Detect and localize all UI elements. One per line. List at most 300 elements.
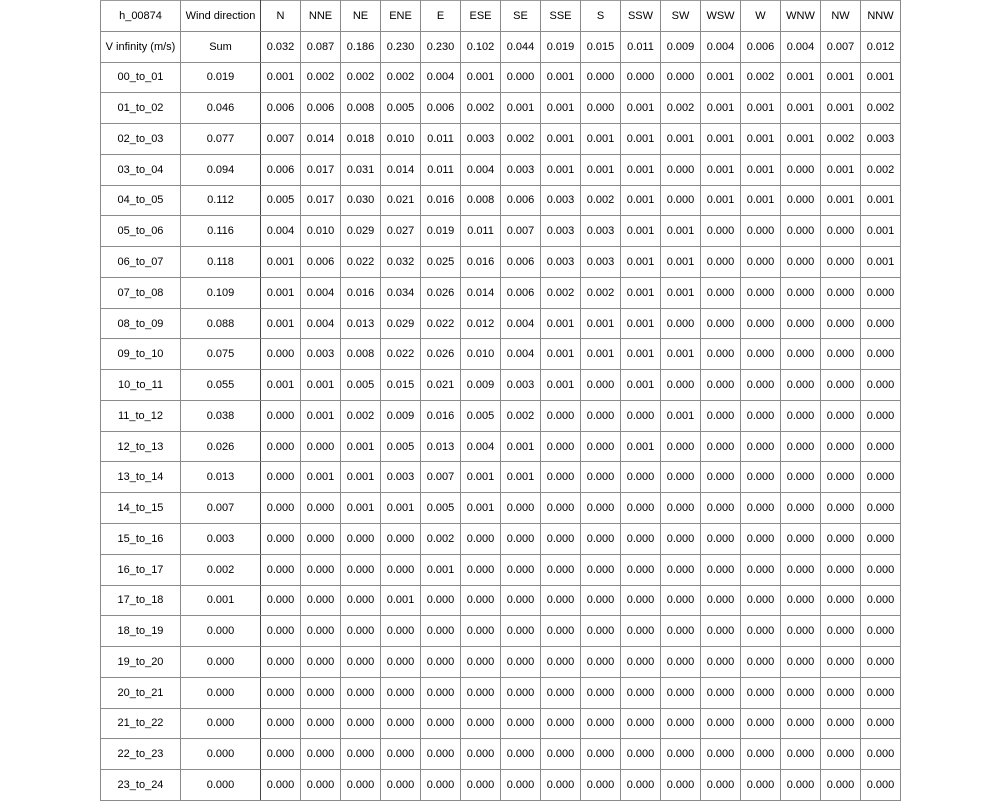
speed-bin-sum: 0.007	[181, 493, 261, 524]
frequency-cell: 0.002	[541, 277, 581, 308]
direction-sum-cell: 0.044	[501, 31, 541, 62]
frequency-cell: 0.001	[661, 339, 701, 370]
frequency-cell: 0.000	[261, 770, 301, 801]
frequency-cell: 0.006	[261, 93, 301, 124]
frequency-cell: 0.003	[861, 124, 901, 155]
frequency-cell: 0.000	[381, 647, 421, 678]
frequency-cell: 0.000	[381, 739, 421, 770]
table-row	[101, 616, 901, 647]
frequency-cell: 0.000	[541, 647, 581, 678]
frequency-cell: 0.000	[701, 554, 741, 585]
frequency-cell: 0.000	[861, 431, 901, 462]
speed-bin-label: 00_to_01	[101, 62, 181, 93]
frequency-cell: 0.000	[701, 216, 741, 247]
frequency-cell: 0.000	[381, 677, 421, 708]
speed-bin-sum: 0.000	[181, 739, 261, 770]
frequency-cell: 0.000	[581, 585, 621, 616]
frequency-cell: 0.001	[621, 370, 661, 401]
frequency-cell: 0.000	[701, 462, 741, 493]
frequency-cell: 0.000	[741, 308, 781, 339]
direction-sum-cell: 0.102	[461, 31, 501, 62]
direction-header: N	[261, 1, 301, 32]
frequency-cell: 0.000	[661, 616, 701, 647]
frequency-cell: 0.001	[421, 554, 461, 585]
frequency-cell: 0.001	[701, 93, 741, 124]
frequency-cell: 0.002	[301, 62, 341, 93]
frequency-cell: 0.002	[501, 400, 541, 431]
direction-sum-cell: 0.004	[701, 31, 741, 62]
speed-bin-label: 11_to_12	[101, 400, 181, 431]
frequency-cell: 0.000	[701, 739, 741, 770]
frequency-cell: 0.000	[701, 339, 741, 370]
speed-bin-sum: 0.055	[181, 370, 261, 401]
sum-label: Sum	[181, 31, 261, 62]
direction-header: ENE	[381, 1, 421, 32]
direction-sum-cell: 0.007	[821, 31, 861, 62]
frequency-cell: 0.000	[861, 339, 901, 370]
speed-bin-sum: 0.019	[181, 62, 261, 93]
frequency-cell: 0.002	[341, 400, 381, 431]
frequency-cell: 0.000	[501, 554, 541, 585]
frequency-cell: 0.010	[461, 339, 501, 370]
frequency-cell: 0.001	[741, 185, 781, 216]
frequency-cell: 0.001	[621, 216, 661, 247]
speed-bin-label: 10_to_11	[101, 370, 181, 401]
speed-bin-sum: 0.094	[181, 154, 261, 185]
frequency-cell: 0.001	[781, 62, 821, 93]
speed-bin-label: 23_to_24	[101, 770, 181, 801]
corner-label: h_00874	[101, 1, 181, 32]
frequency-cell: 0.000	[541, 400, 581, 431]
frequency-cell: 0.000	[341, 554, 381, 585]
frequency-cell: 0.000	[581, 93, 621, 124]
frequency-cell: 0.000	[741, 647, 781, 678]
frequency-cell: 0.000	[701, 585, 741, 616]
frequency-cell: 0.026	[421, 277, 461, 308]
frequency-cell: 0.000	[261, 616, 301, 647]
frequency-cell: 0.000	[781, 154, 821, 185]
speed-bin-sum: 0.088	[181, 308, 261, 339]
table-row	[101, 493, 901, 524]
table-body	[101, 1, 901, 801]
frequency-cell: 0.013	[341, 308, 381, 339]
frequency-cell: 0.025	[421, 247, 461, 278]
frequency-cell: 0.000	[781, 431, 821, 462]
frequency-cell: 0.009	[461, 370, 501, 401]
frequency-cell: 0.011	[461, 216, 501, 247]
frequency-cell: 0.001	[381, 493, 421, 524]
frequency-cell: 0.009	[381, 400, 421, 431]
frequency-cell: 0.000	[861, 493, 901, 524]
frequency-cell: 0.000	[301, 524, 341, 555]
frequency-cell: 0.000	[261, 708, 301, 739]
direction-header: SW	[661, 1, 701, 32]
frequency-cell: 0.000	[581, 616, 621, 647]
frequency-cell: 0.000	[741, 339, 781, 370]
frequency-cell: 0.000	[821, 277, 861, 308]
frequency-cell: 0.002	[501, 124, 541, 155]
frequency-cell: 0.001	[301, 462, 341, 493]
direction-sum-cell: 0.004	[781, 31, 821, 62]
frequency-cell: 0.000	[701, 647, 741, 678]
frequency-cell: 0.000	[621, 677, 661, 708]
frequency-cell: 0.000	[741, 739, 781, 770]
frequency-cell: 0.001	[661, 124, 701, 155]
frequency-cell: 0.000	[541, 431, 581, 462]
direction-header: WSW	[701, 1, 741, 32]
header-row	[101, 1, 901, 32]
frequency-cell: 0.000	[421, 616, 461, 647]
direction-header: NE	[341, 1, 381, 32]
frequency-cell: 0.000	[821, 554, 861, 585]
frequency-cell: 0.011	[421, 154, 461, 185]
frequency-cell: 0.000	[581, 400, 621, 431]
direction-sum-cell: 0.230	[421, 31, 461, 62]
frequency-cell: 0.000	[741, 554, 781, 585]
frequency-cell: 0.000	[301, 708, 341, 739]
frequency-cell: 0.000	[501, 708, 541, 739]
direction-header: SE	[501, 1, 541, 32]
frequency-cell: 0.000	[421, 739, 461, 770]
frequency-cell: 0.000	[781, 493, 821, 524]
frequency-cell: 0.000	[581, 770, 621, 801]
speed-bin-sum: 0.026	[181, 431, 261, 462]
speed-bin-label: 17_to_18	[101, 585, 181, 616]
frequency-cell: 0.000	[861, 554, 901, 585]
table-row	[101, 677, 901, 708]
frequency-cell: 0.000	[341, 708, 381, 739]
sum-row-label: V infinity (m/s)	[101, 31, 181, 62]
frequency-cell: 0.016	[461, 247, 501, 278]
speed-bin-sum: 0.000	[181, 616, 261, 647]
frequency-cell: 0.000	[301, 431, 341, 462]
frequency-cell: 0.004	[501, 339, 541, 370]
frequency-cell: 0.000	[781, 554, 821, 585]
frequency-cell: 0.000	[621, 739, 661, 770]
frequency-cell: 0.000	[781, 247, 821, 278]
speed-bin-label: 06_to_07	[101, 247, 181, 278]
frequency-cell: 0.000	[661, 62, 701, 93]
frequency-cell: 0.000	[541, 739, 581, 770]
frequency-cell: 0.000	[581, 739, 621, 770]
frequency-cell: 0.000	[461, 770, 501, 801]
frequency-cell: 0.001	[861, 216, 901, 247]
frequency-cell: 0.000	[421, 585, 461, 616]
frequency-cell: 0.017	[301, 185, 341, 216]
frequency-cell: 0.002	[821, 124, 861, 155]
frequency-cell: 0.000	[581, 62, 621, 93]
direction-sum-cell: 0.087	[301, 31, 341, 62]
frequency-cell: 0.014	[301, 124, 341, 155]
frequency-cell: 0.000	[661, 770, 701, 801]
frequency-cell: 0.002	[661, 93, 701, 124]
frequency-cell: 0.003	[581, 247, 621, 278]
frequency-cell: 0.002	[341, 62, 381, 93]
frequency-cell: 0.000	[301, 677, 341, 708]
wind-frequency-sheet	[100, 0, 900, 800]
table-row	[101, 585, 901, 616]
frequency-cell: 0.000	[621, 462, 661, 493]
frequency-cell: 0.000	[381, 616, 421, 647]
frequency-cell: 0.000	[781, 370, 821, 401]
frequency-cell: 0.000	[781, 216, 821, 247]
frequency-cell: 0.000	[861, 370, 901, 401]
frequency-cell: 0.000	[661, 647, 701, 678]
frequency-cell: 0.001	[461, 493, 501, 524]
frequency-cell: 0.000	[661, 370, 701, 401]
frequency-cell: 0.000	[661, 154, 701, 185]
table-row	[101, 185, 901, 216]
frequency-cell: 0.000	[821, 708, 861, 739]
table-row	[101, 554, 901, 585]
frequency-cell: 0.001	[541, 370, 581, 401]
frequency-cell: 0.000	[701, 524, 741, 555]
frequency-cell: 0.008	[341, 93, 381, 124]
speed-bin-sum: 0.013	[181, 462, 261, 493]
frequency-cell: 0.000	[341, 585, 381, 616]
speed-bin-sum: 0.116	[181, 216, 261, 247]
frequency-cell: 0.000	[821, 524, 861, 555]
frequency-cell: 0.001	[341, 431, 381, 462]
direction-header: NW	[821, 1, 861, 32]
frequency-cell: 0.002	[461, 93, 501, 124]
frequency-cell: 0.006	[421, 93, 461, 124]
frequency-cell: 0.000	[501, 585, 541, 616]
direction-sum-cell: 0.032	[261, 31, 301, 62]
frequency-cell: 0.001	[581, 308, 621, 339]
frequency-cell: 0.000	[741, 277, 781, 308]
frequency-cell: 0.000	[541, 554, 581, 585]
frequency-cell: 0.000	[741, 216, 781, 247]
table-row	[101, 524, 901, 555]
speed-bin-label: 16_to_17	[101, 554, 181, 585]
frequency-cell: 0.000	[541, 493, 581, 524]
frequency-cell: 0.005	[261, 185, 301, 216]
frequency-cell: 0.000	[781, 616, 821, 647]
frequency-cell: 0.000	[581, 708, 621, 739]
frequency-cell: 0.000	[821, 585, 861, 616]
frequency-cell: 0.006	[501, 247, 541, 278]
frequency-cell: 0.001	[741, 154, 781, 185]
frequency-cell: 0.022	[421, 308, 461, 339]
frequency-cell: 0.000	[701, 770, 741, 801]
frequency-cell: 0.000	[501, 677, 541, 708]
frequency-cell: 0.034	[381, 277, 421, 308]
frequency-cell: 0.001	[541, 93, 581, 124]
frequency-cell: 0.001	[581, 339, 621, 370]
frequency-cell: 0.002	[861, 154, 901, 185]
frequency-cell: 0.000	[781, 400, 821, 431]
frequency-cell: 0.001	[341, 493, 381, 524]
frequency-cell: 0.000	[581, 493, 621, 524]
frequency-cell: 0.000	[621, 524, 661, 555]
speed-bin-sum: 0.003	[181, 524, 261, 555]
frequency-cell: 0.006	[301, 93, 341, 124]
frequency-cell: 0.000	[621, 616, 661, 647]
speed-bin-sum: 0.046	[181, 93, 261, 124]
speed-bin-sum: 0.038	[181, 400, 261, 431]
frequency-cell: 0.008	[461, 185, 501, 216]
frequency-cell: 0.000	[781, 308, 821, 339]
frequency-cell: 0.001	[261, 62, 301, 93]
frequency-cell: 0.001	[701, 185, 741, 216]
frequency-cell: 0.000	[341, 739, 381, 770]
frequency-cell: 0.000	[621, 554, 661, 585]
frequency-cell: 0.003	[501, 370, 541, 401]
speed-bin-sum: 0.000	[181, 770, 261, 801]
frequency-cell: 0.000	[581, 462, 621, 493]
frequency-cell: 0.001	[661, 277, 701, 308]
frequency-cell: 0.000	[381, 554, 421, 585]
frequency-cell: 0.000	[621, 708, 661, 739]
frequency-cell: 0.000	[261, 339, 301, 370]
frequency-cell: 0.000	[421, 647, 461, 678]
frequency-cell: 0.001	[461, 62, 501, 93]
speed-bin-sum: 0.000	[181, 647, 261, 678]
frequency-cell: 0.001	[621, 431, 661, 462]
frequency-cell: 0.000	[821, 339, 861, 370]
speed-bin-sum: 0.000	[181, 677, 261, 708]
frequency-cell: 0.000	[541, 616, 581, 647]
frequency-cell: 0.000	[701, 616, 741, 647]
frequency-cell: 0.001	[261, 308, 301, 339]
frequency-cell: 0.000	[821, 677, 861, 708]
frequency-cell: 0.001	[301, 370, 341, 401]
frequency-cell: 0.000	[341, 616, 381, 647]
frequency-cell: 0.000	[261, 647, 301, 678]
frequency-cell: 0.001	[501, 93, 541, 124]
speed-bin-label: 01_to_02	[101, 93, 181, 124]
speed-bin-sum: 0.077	[181, 124, 261, 155]
frequency-cell: 0.000	[701, 493, 741, 524]
wind-direction-label: Wind direction	[181, 1, 261, 32]
frequency-cell: 0.001	[541, 124, 581, 155]
frequency-cell: 0.002	[581, 185, 621, 216]
frequency-cell: 0.001	[741, 124, 781, 155]
frequency-cell: 0.000	[861, 524, 901, 555]
frequency-cell: 0.014	[461, 277, 501, 308]
frequency-cell: 0.000	[621, 493, 661, 524]
frequency-cell: 0.000	[261, 493, 301, 524]
frequency-cell: 0.010	[381, 124, 421, 155]
frequency-cell: 0.000	[581, 647, 621, 678]
speed-bin-label: 13_to_14	[101, 462, 181, 493]
frequency-cell: 0.000	[541, 585, 581, 616]
frequency-cell: 0.032	[381, 247, 421, 278]
frequency-cell: 0.000	[861, 708, 901, 739]
frequency-cell: 0.003	[301, 339, 341, 370]
table-row	[101, 708, 901, 739]
frequency-cell: 0.001	[501, 431, 541, 462]
frequency-cell: 0.000	[861, 308, 901, 339]
direction-sum-cell: 0.186	[341, 31, 381, 62]
frequency-cell: 0.000	[781, 339, 821, 370]
frequency-cell: 0.011	[421, 124, 461, 155]
frequency-cell: 0.029	[381, 308, 421, 339]
frequency-cell: 0.001	[821, 93, 861, 124]
speed-bin-sum: 0.000	[181, 708, 261, 739]
frequency-cell: 0.010	[301, 216, 341, 247]
frequency-cell: 0.008	[341, 339, 381, 370]
frequency-cell: 0.001	[621, 185, 661, 216]
frequency-cell: 0.004	[421, 62, 461, 93]
frequency-cell: 0.000	[781, 647, 821, 678]
frequency-cell: 0.005	[341, 370, 381, 401]
frequency-cell: 0.000	[741, 370, 781, 401]
frequency-cell: 0.000	[261, 739, 301, 770]
frequency-cell: 0.001	[541, 308, 581, 339]
frequency-cell: 0.000	[661, 524, 701, 555]
frequency-cell: 0.026	[421, 339, 461, 370]
speed-bin-label: 07_to_08	[101, 277, 181, 308]
frequency-cell: 0.000	[621, 770, 661, 801]
frequency-cell: 0.000	[661, 677, 701, 708]
frequency-cell: 0.000	[741, 462, 781, 493]
frequency-cell: 0.005	[461, 400, 501, 431]
frequency-cell: 0.000	[501, 493, 541, 524]
frequency-cell: 0.001	[821, 62, 861, 93]
frequency-cell: 0.000	[581, 370, 621, 401]
frequency-cell: 0.001	[661, 216, 701, 247]
frequency-cell: 0.004	[301, 308, 341, 339]
frequency-cell: 0.016	[341, 277, 381, 308]
speed-bin-label: 14_to_15	[101, 493, 181, 524]
frequency-cell: 0.000	[701, 247, 741, 278]
frequency-cell: 0.001	[541, 62, 581, 93]
frequency-cell: 0.000	[541, 677, 581, 708]
frequency-cell: 0.001	[861, 247, 901, 278]
speed-bin-label: 09_to_10	[101, 339, 181, 370]
frequency-cell: 0.000	[501, 770, 541, 801]
frequency-cell: 0.000	[541, 524, 581, 555]
direction-header: NNW	[861, 1, 901, 32]
speed-bin-sum: 0.118	[181, 247, 261, 278]
frequency-cell: 0.001	[581, 124, 621, 155]
speed-bin-label: 20_to_21	[101, 677, 181, 708]
frequency-cell: 0.001	[581, 154, 621, 185]
frequency-cell: 0.006	[501, 277, 541, 308]
frequency-cell: 0.001	[821, 185, 861, 216]
frequency-cell: 0.000	[581, 524, 621, 555]
frequency-cell: 0.000	[381, 770, 421, 801]
frequency-cell: 0.000	[861, 462, 901, 493]
frequency-cell: 0.000	[821, 400, 861, 431]
frequency-cell: 0.000	[781, 524, 821, 555]
frequency-cell: 0.000	[741, 677, 781, 708]
direction-header: E	[421, 1, 461, 32]
frequency-cell: 0.000	[821, 616, 861, 647]
frequency-cell: 0.007	[501, 216, 541, 247]
frequency-cell: 0.000	[861, 770, 901, 801]
frequency-cell: 0.000	[741, 616, 781, 647]
frequency-cell: 0.000	[861, 647, 901, 678]
speed-bin-label: 19_to_20	[101, 647, 181, 678]
table-row	[101, 370, 901, 401]
direction-header: SSE	[541, 1, 581, 32]
frequency-cell: 0.000	[541, 462, 581, 493]
table-row	[101, 770, 901, 801]
frequency-cell: 0.000	[781, 677, 821, 708]
frequency-cell: 0.000	[861, 585, 901, 616]
frequency-cell: 0.000	[381, 524, 421, 555]
frequency-cell: 0.000	[701, 400, 741, 431]
frequency-cell: 0.001	[661, 400, 701, 431]
frequency-cell: 0.003	[381, 462, 421, 493]
table-row	[101, 93, 901, 124]
frequency-cell: 0.016	[421, 400, 461, 431]
frequency-cell: 0.000	[461, 554, 501, 585]
frequency-cell: 0.001	[621, 93, 661, 124]
